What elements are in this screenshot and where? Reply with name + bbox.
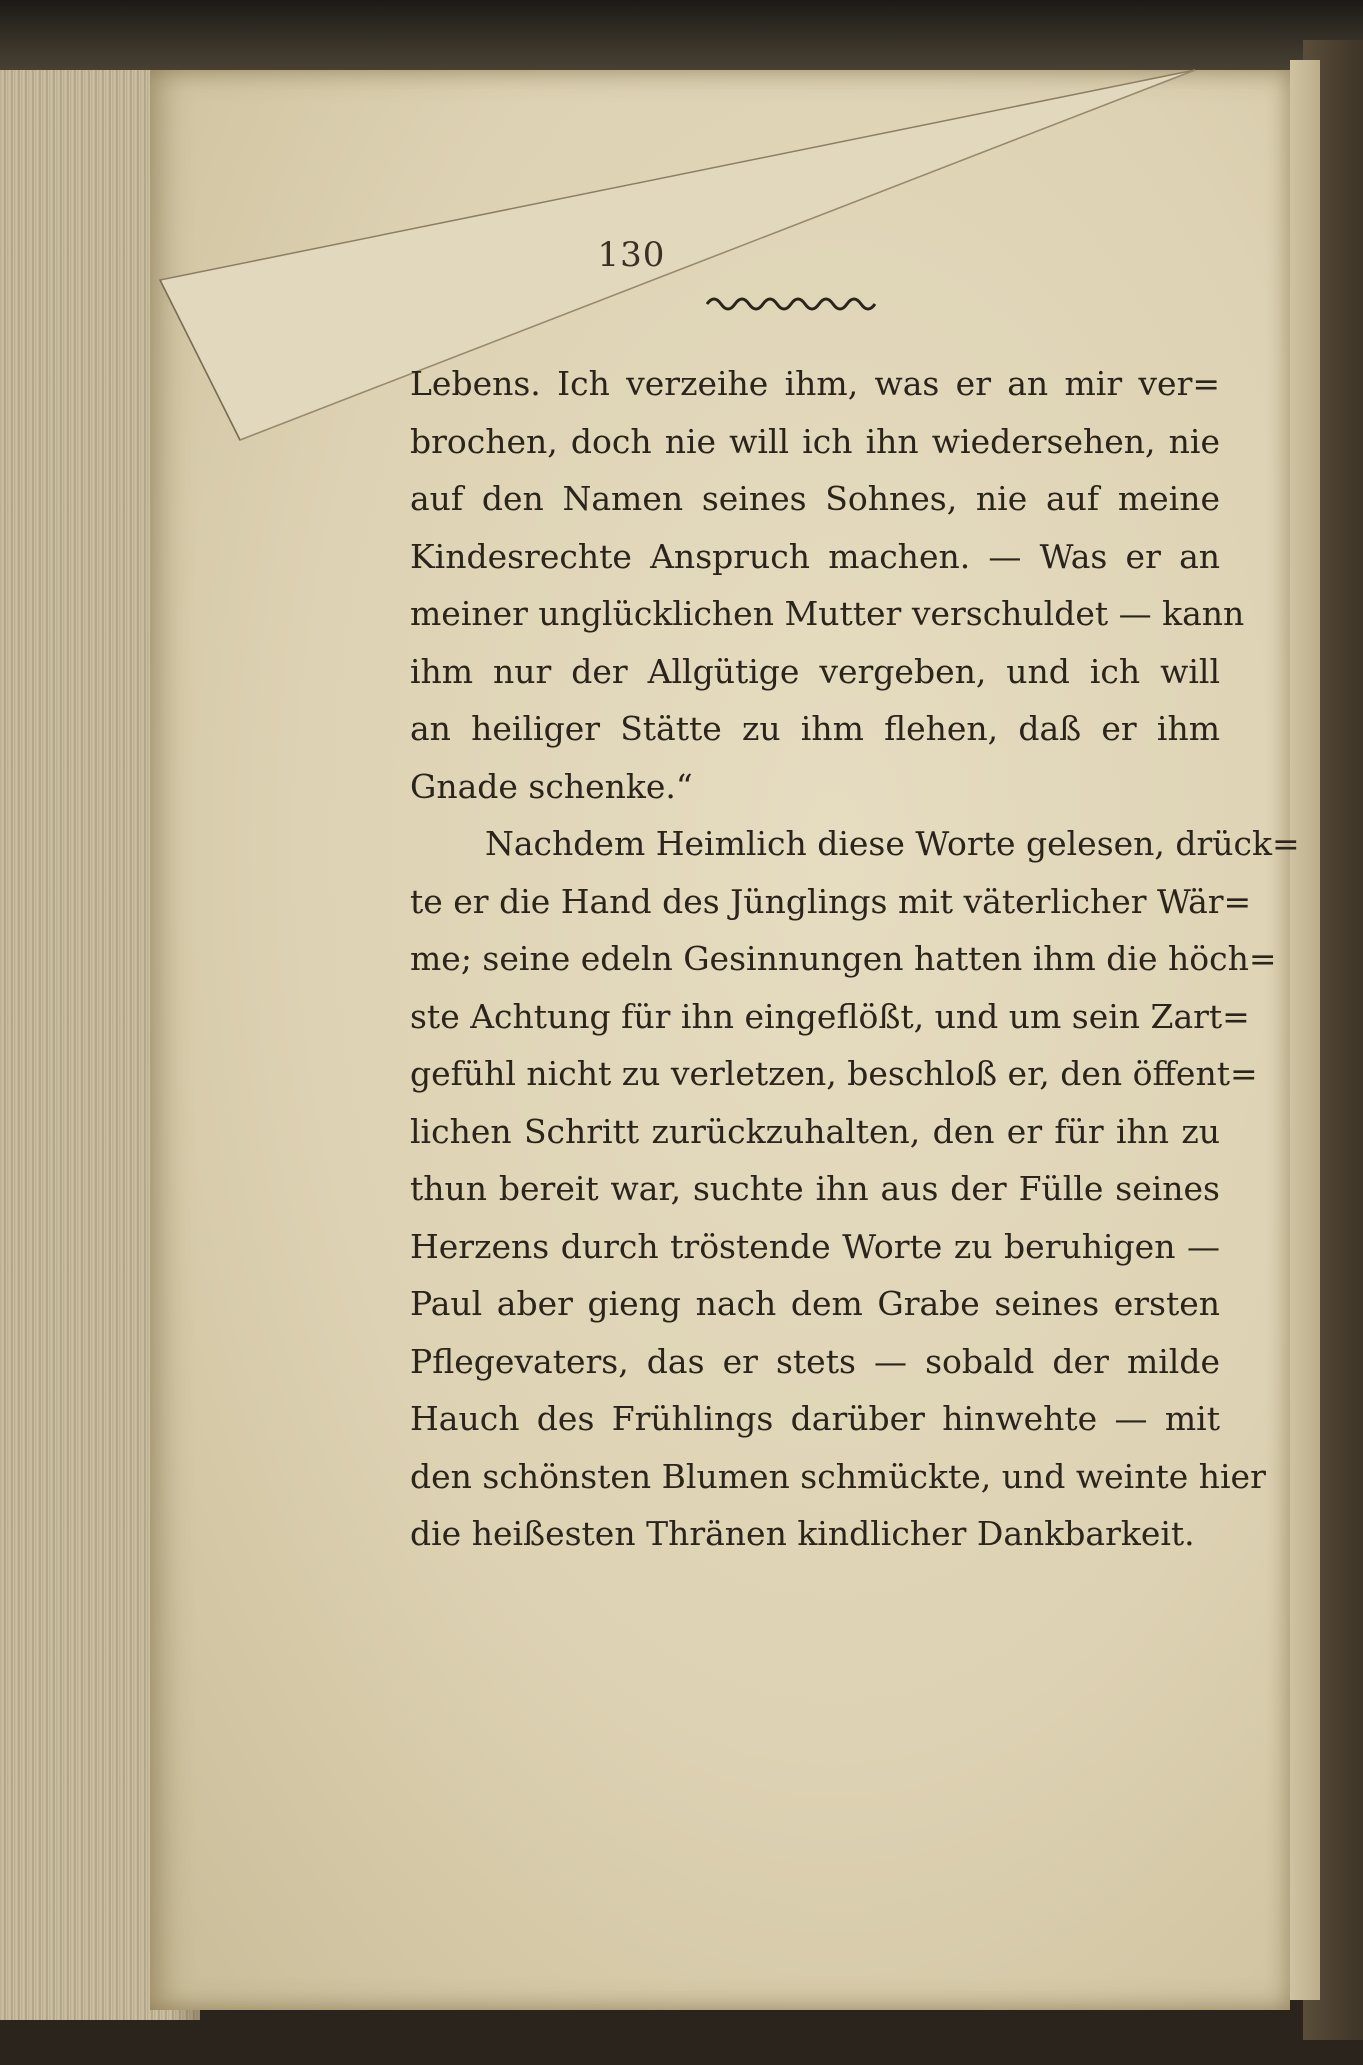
text-line: ihm nur der Allgütige vergeben, und ich will: [410, 651, 1220, 691]
text-line: auf den Namen seines Sohnes, nie auf meine: [410, 479, 1220, 518]
text-line: Kindesrechte Anspruch machen. — Was er an: [410, 536, 1220, 576]
text-line: lichen Schritt zurückzuhalten, den er für ihn zu: [410, 1111, 1220, 1151]
wavy-rule-ornament-icon: [705, 290, 885, 314]
page-header: [0, 235, 1363, 275]
page-number: 130: [597, 235, 666, 275]
text-line: me; seine edeln Gesinnungen hatten ihm die höch=: [410, 939, 1277, 978]
text-line: an heiliger Stätte zu ihm flehen, daß er ihm: [410, 709, 1220, 748]
text-line: Pflegevaters, das er stets — sobald der milde: [410, 1341, 1220, 1381]
text-line: gefühl nicht zu verletzen, beschloß er, den öffent=: [410, 1054, 1258, 1093]
text-line: Lebens. Ich verzeihe ihm, was er an mir ver=: [410, 364, 1220, 403]
text-line: brochen, doch nie will ich ihn wiedersehen, nie: [410, 421, 1220, 461]
text-line: Gnade schenke.“: [410, 766, 693, 806]
text-line: ste Achtung für ihn eingeflößt, und um sein Zart=: [410, 996, 1250, 1036]
text-line: den schönsten Blumen schmückte, und weinte hier: [410, 1456, 1266, 1496]
text-line: Paul aber gieng nach dem Grabe seines ersten: [410, 1284, 1220, 1323]
text-line: Hauch des Frühlings darüber hinwehte — mit: [410, 1399, 1220, 1438]
text-line: die heißesten Thränen kindlicher Dankbarkeit.: [410, 1514, 1195, 1553]
text-line: te er die Hand des Jünglings mit väterlicher Wär=: [410, 881, 1252, 921]
text-line: thun bereit war, suchte ihn aus der Fülle seines: [410, 1169, 1220, 1208]
page-body-text: [410, 355, 1300, 1563]
paragraph-start-line: Nachdem Heimlich diese Worte gelesen, drück=: [485, 824, 1300, 863]
text-line: Herzens durch tröstende Worte zu beruhigen —: [410, 1226, 1220, 1266]
text-line: meiner unglücklichen Mutter verschuldet — kann: [410, 594, 1245, 633]
